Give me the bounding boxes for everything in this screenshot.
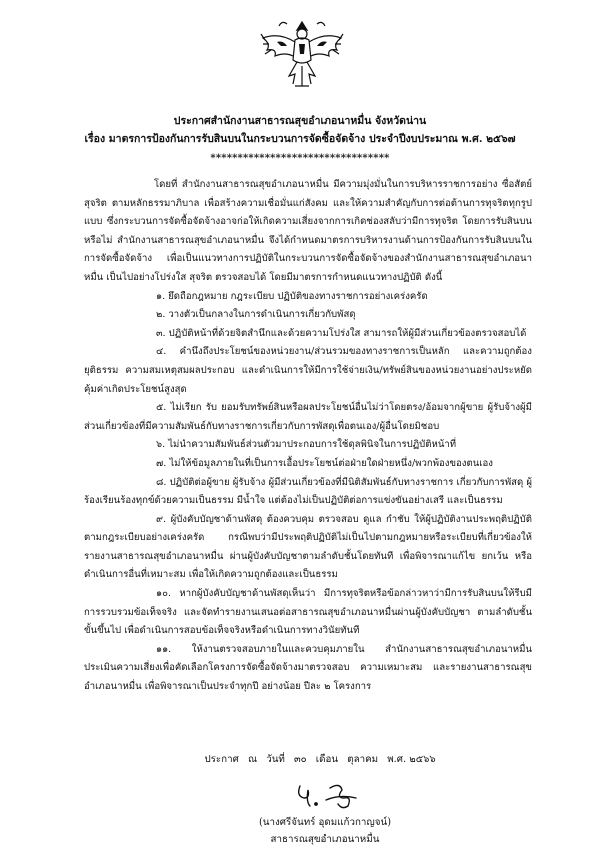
handwritten-signature <box>290 776 380 814</box>
signer-name: (นางศรีจันทร์ อุดมแก้วกาญจน์) <box>258 817 392 828</box>
garuda-emblem <box>257 14 347 94</box>
issued-month: ตุลาคม <box>347 754 379 765</box>
measure-item: ๑๑. ให้งานตรวจสอบภายในและควบคุมภายใน สำนักงานสาธารณสุขอำเภอนาหมื่น ประเมินความเสี่ยงเพื่อคัดเลือกโครงการจัดซื้อจัดจ้างมาตรวจสอบ ความเหมาะสม และรายงานสาธารณสุขอำเภอนาหมื่น เพื่อพิจารณาเป็นประจำทุกปี อย่างน้อย ปีละ ๒ โครงการ <box>84 643 532 693</box>
measure-item: ๓. ปฏิบัติหน้าที่ด้วยจิตสำนึกและด้วยความโปร่งใส สามารถให้ผู้มีส่วนเกี่ยวข้องตรวจสอบได้ <box>156 327 527 339</box>
measure-item: ๗. ไม่ให้ข้อมูลภายในที่เป็นการเอื้อประโยชน์ต่อฝ่ายใดฝ่ายหนึ่ง/พวกพ้องของตนเอง <box>156 457 493 469</box>
issued-date-line <box>170 752 470 767</box>
measure-item: ๕. ไม่เรียก รับ ยอมรับทรัพย์สินหรือผลประโยชน์อื่นไม่ว่าโดยตรง/อ้อมจากผู้ขาย ผู้รับจ้างผู้มีส่วนเกี่ยวข้องที่มีความสัมพันธ์กับทางราชการเกี่ยวกับการพัสดุเพื่อตนเอง/ผู้อื่นโดยมิชอบ <box>84 402 532 432</box>
issued-day: ๓๐ <box>293 754 307 765</box>
document-body <box>84 176 532 697</box>
separator-stars: ********************************* <box>210 153 390 164</box>
issued-label: ประกาศ <box>204 754 239 765</box>
measure-item: ๑๐. หากผู้บังคับบัญชาด้านพัสดุเห็นว่า มีการทุจริตหรือข้อกล่าวหาว่ามีการรับสินบนให้รีบมีการรวบรวมข้อเท็จจริง และจัดทำรายงานเสนอต่อสาธารณสุขอำเภอนาหมื่นผ่านผู้บังคับบัญชา ตามลำดับชั้นขั้นขึ้นไป เพื่อดำเนินการสอบข้อเท็จจริงหรือดำเนินการทางวินัยทันที <box>84 588 532 637</box>
issued-day-label: วันที่ <box>266 754 285 765</box>
measure-item: ๖. ไม่นำความสัมพันธ์ส่วนตัวมาประกอบการใช้ดุลพินิจในการปฏิบัติหน้าที่ <box>156 439 457 451</box>
issued-at: ณ <box>247 754 258 765</box>
issued-month-label: เดือน <box>315 754 339 765</box>
measure-item: ๔. คำนึงถึงประโยชน์ของหน่วยงาน/ส่วนรวมของทางราชการเป็นหลัก และความถูกต้อง ยุติธรรม ความสมเหตุสมผลประกอบ และดำเนินการให้มีการใช้จ่ายเงิน/ทรัพย์สินของหน่วยงานอย่างประหยัดคุ้มค่าเกิดประโยชน์สูงสุด <box>84 346 532 395</box>
document-subject: เรื่อง มาตรการป้องกันการรับสินบนในกระบวนการจัดซื้อจัดจ้าง ประจำปีงบประมาณ พ.ศ. ๒๕๖๗ <box>84 133 516 145</box>
document-title: ประกาศสำนักงานสาธารณสุขอำเภอนาหมื่น จังหวัดน่าน <box>173 115 427 127</box>
signer-position: สาธารณสุขอำเภอนาหมื่น <box>270 834 380 845</box>
measure-item: ๘. ปฏิบัติต่อผู้ขาย ผู้รับจ้าง ผู้มีส่วนเกี่ยวข้องที่มีนิติสัมพันธ์กับทางราชการ เกี่ยวกับการพัสดุ ผู้ร้องเรียนร้องทุกข์ด้วยความเป็นธรรม มีน้ำใจ แต่ต้องไม่เป็นปฏิบัติต่อการแข่งขันอย่างเสรี และเป็นธรรม <box>84 476 532 507</box>
measure-item: ๒. วางตัวเป็นกลางในการดำเนินการเกี่ยวกับพัสดุ <box>156 309 356 321</box>
measure-item: ๙. ผู้บังคับบัญชาด้านพัสดุ ต้องควบคุม ตรวจสอบ ดูแล กำชับ ให้ผู้ปฏิบัติงานประพฤติปฏิบัติตามกฎระเบียบอย่างเคร่งครัด กรณีพบว่ามีประพฤติปฏิบัติไม่เป็นไปตามกฎหมายหรือระเบียบที่เกี่ยวข้องให้รายงานสาธารณสุขอำเภอนาหมื่น ผ่านผู้บังคับบัญชาตามลำดับชั้นโดยทันที เพื่อพิจารณาแก้ไข ยกเว้น หรือดำเนินการอื่นที่เหมาะสม เพื่อให้เกิดความถูกต้องและเป็นธรรม <box>84 513 532 581</box>
intro-paragraph: โดยที่ สำนักงานสาธารณสุขอำเภอนาหมื่น มีความมุ่งมั่นในการบริหารราชการอย่าง ซื่อสัตย์สุจริต ตามหลักธรรมาภิบาล เพื่อสร้างความเชื่อมั่นแก่สังคม และให้ความสำคัญกับการต่อต้านการทุจริตทุกรูปแบบ ซึ่งกระบวนการจัดซื้อจัดจ้างอาจก่อให้เกิดความเสี่ยงจากการเกิดช่องสลับว่ามีการทุจริต โดยการรับสินบนหรือไม่ สำนักงานสาธารณสุขอำเภอนาหมื่น จึงได้กำหนดมาตรการบริหารงานด้านการป้องกันการรับสินบนในการจัดซื้อจัดจ้าง เพื่อเป็นแนวทางการปฏิบัติในกระบวนการจัดซื้อจัดจ้างของสำนักงานสาธารณสุขอำเภอนาหมื่น เป็นไปอย่างโปร่งใส สุจริต ตรวจสอบได้ โดยมีมาตรการกำหนดแนวทางปฏิบัติ ดังนี้ <box>84 179 532 283</box>
issued-year: พ.ศ. ๒๕๖๖ <box>387 754 436 765</box>
measure-item: ๑. ยึดถือกฎหมาย กฎระเบียบ ปฏิบัติของทางราชการอย่างเคร่งครัด <box>156 290 428 302</box>
